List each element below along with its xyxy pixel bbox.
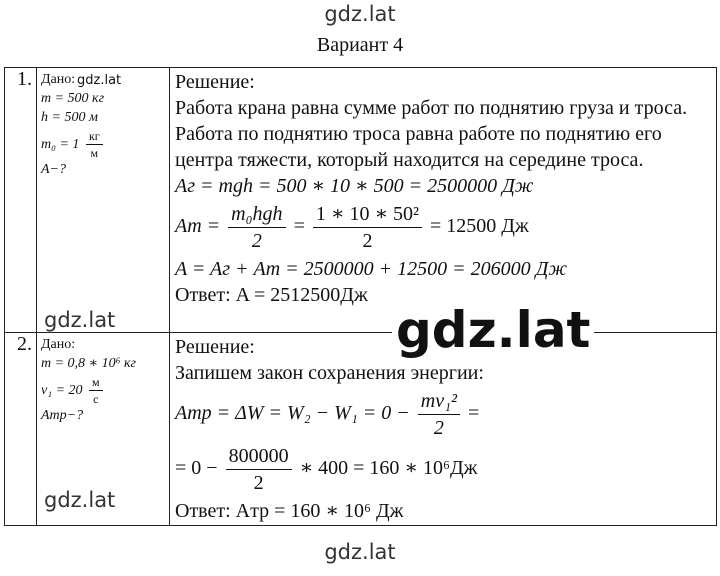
solutions-table — [4, 67, 717, 526]
equation-rope-work — [175, 201, 711, 254]
given-label: Дано: — [41, 337, 76, 352]
eq2-fraction — [226, 443, 292, 496]
equation-load-work: Aг = mgh = 500 ∗ 10 ∗ 500 = 2500000 Дж — [175, 175, 534, 197]
task-number: 1. — [5, 68, 37, 333]
solution-text: Работа крана равна сумме работ по поднятию груза и троса. Работа по поднятию троса равна работе по поднятию его центра тяжести, который находится на середине троса. — [175, 97, 688, 171]
v1-unit — [89, 374, 103, 407]
watermark-large: gdz.lat — [392, 303, 594, 358]
watermark-cell-1: gdz.lat — [44, 308, 116, 332]
solution-cell — [170, 68, 717, 333]
eq1-lhs: Aтр = ΔW = W₂ − W₁ = 0 − — [175, 402, 410, 425]
given-find: Aтр−? — [41, 408, 84, 424]
watermark-small: gdz.lat — [77, 73, 122, 88]
eq1-rhs: = — [468, 402, 480, 425]
eq2-f2-num: 1 ∗ 10 ∗ 50² — [313, 201, 422, 228]
eq2-f1-num: m₀hgh — [228, 201, 285, 228]
given-find: A−? — [41, 162, 66, 178]
v1-prefix: v₁ = 20 — [41, 382, 83, 398]
variant-title: Вариант 4 — [316, 34, 404, 56]
eq2-f2-den: 2 — [362, 230, 373, 252]
watermark-bottom: gdz.lat — [324, 540, 396, 564]
eq2-f-den: 2 — [253, 472, 264, 494]
m0-unit-num: кг — [86, 128, 103, 145]
eq1-f-num: mv₁² — [418, 388, 460, 415]
eq2-f1-den: 2 — [251, 230, 262, 252]
given-mass: m = 500 кг — [41, 90, 105, 106]
eq2-fraction-2 — [313, 201, 422, 254]
eq2-rhs: = 12500 Дж — [430, 215, 529, 238]
watermark-top: gdz.lat — [324, 2, 396, 26]
given-velocity — [41, 374, 165, 407]
eq2-equals: = — [293, 215, 305, 238]
given-linear-density — [41, 128, 165, 161]
eq2-lhs: = 0 − — [175, 457, 218, 480]
m0-unit-den: м — [90, 145, 99, 160]
v1-unit-den: с — [93, 391, 99, 406]
answer-2: Ответ: Aтр = 160 ∗ 10⁶ Дж — [175, 500, 404, 522]
given-cell — [37, 68, 170, 333]
given-label: Дано: — [41, 72, 76, 87]
solution-heading: Решение: — [175, 71, 255, 93]
solution-cell — [170, 333, 717, 526]
task-row-1 — [5, 68, 717, 333]
given-height: h = 500 м — [41, 109, 98, 125]
equation-work-value — [175, 443, 711, 496]
m0-prefix: m₀ = 1 — [41, 136, 80, 152]
eq2-fraction-1 — [228, 201, 285, 254]
equation-total-work: A = Aг + Aт = 2500000 + 12500 = 206000 Дж — [175, 258, 567, 280]
task-number: 2. — [5, 333, 37, 526]
solution-text: Запишем закон сохранения энергии: — [175, 362, 484, 384]
solution-heading: Решение: — [175, 336, 255, 358]
eq1-f-den: 2 — [433, 417, 444, 439]
m0-unit — [86, 128, 103, 161]
watermark-cell-2: gdz.lat — [44, 488, 116, 512]
answer-1: Ответ: A = 2512500Дж — [175, 284, 368, 306]
eq2-rhs: ∗ 400 = 160 ∗ 10⁶Дж — [299, 457, 478, 480]
eq1-fraction — [418, 388, 460, 441]
eq2-lhs: Aт = — [175, 215, 221, 238]
equation-energy-conservation — [175, 388, 711, 441]
given-mass: m = 0,8 ∗ 10⁶ кг — [41, 355, 136, 371]
eq2-f-num: 800000 — [226, 443, 292, 470]
v1-unit-num: м — [89, 374, 103, 391]
